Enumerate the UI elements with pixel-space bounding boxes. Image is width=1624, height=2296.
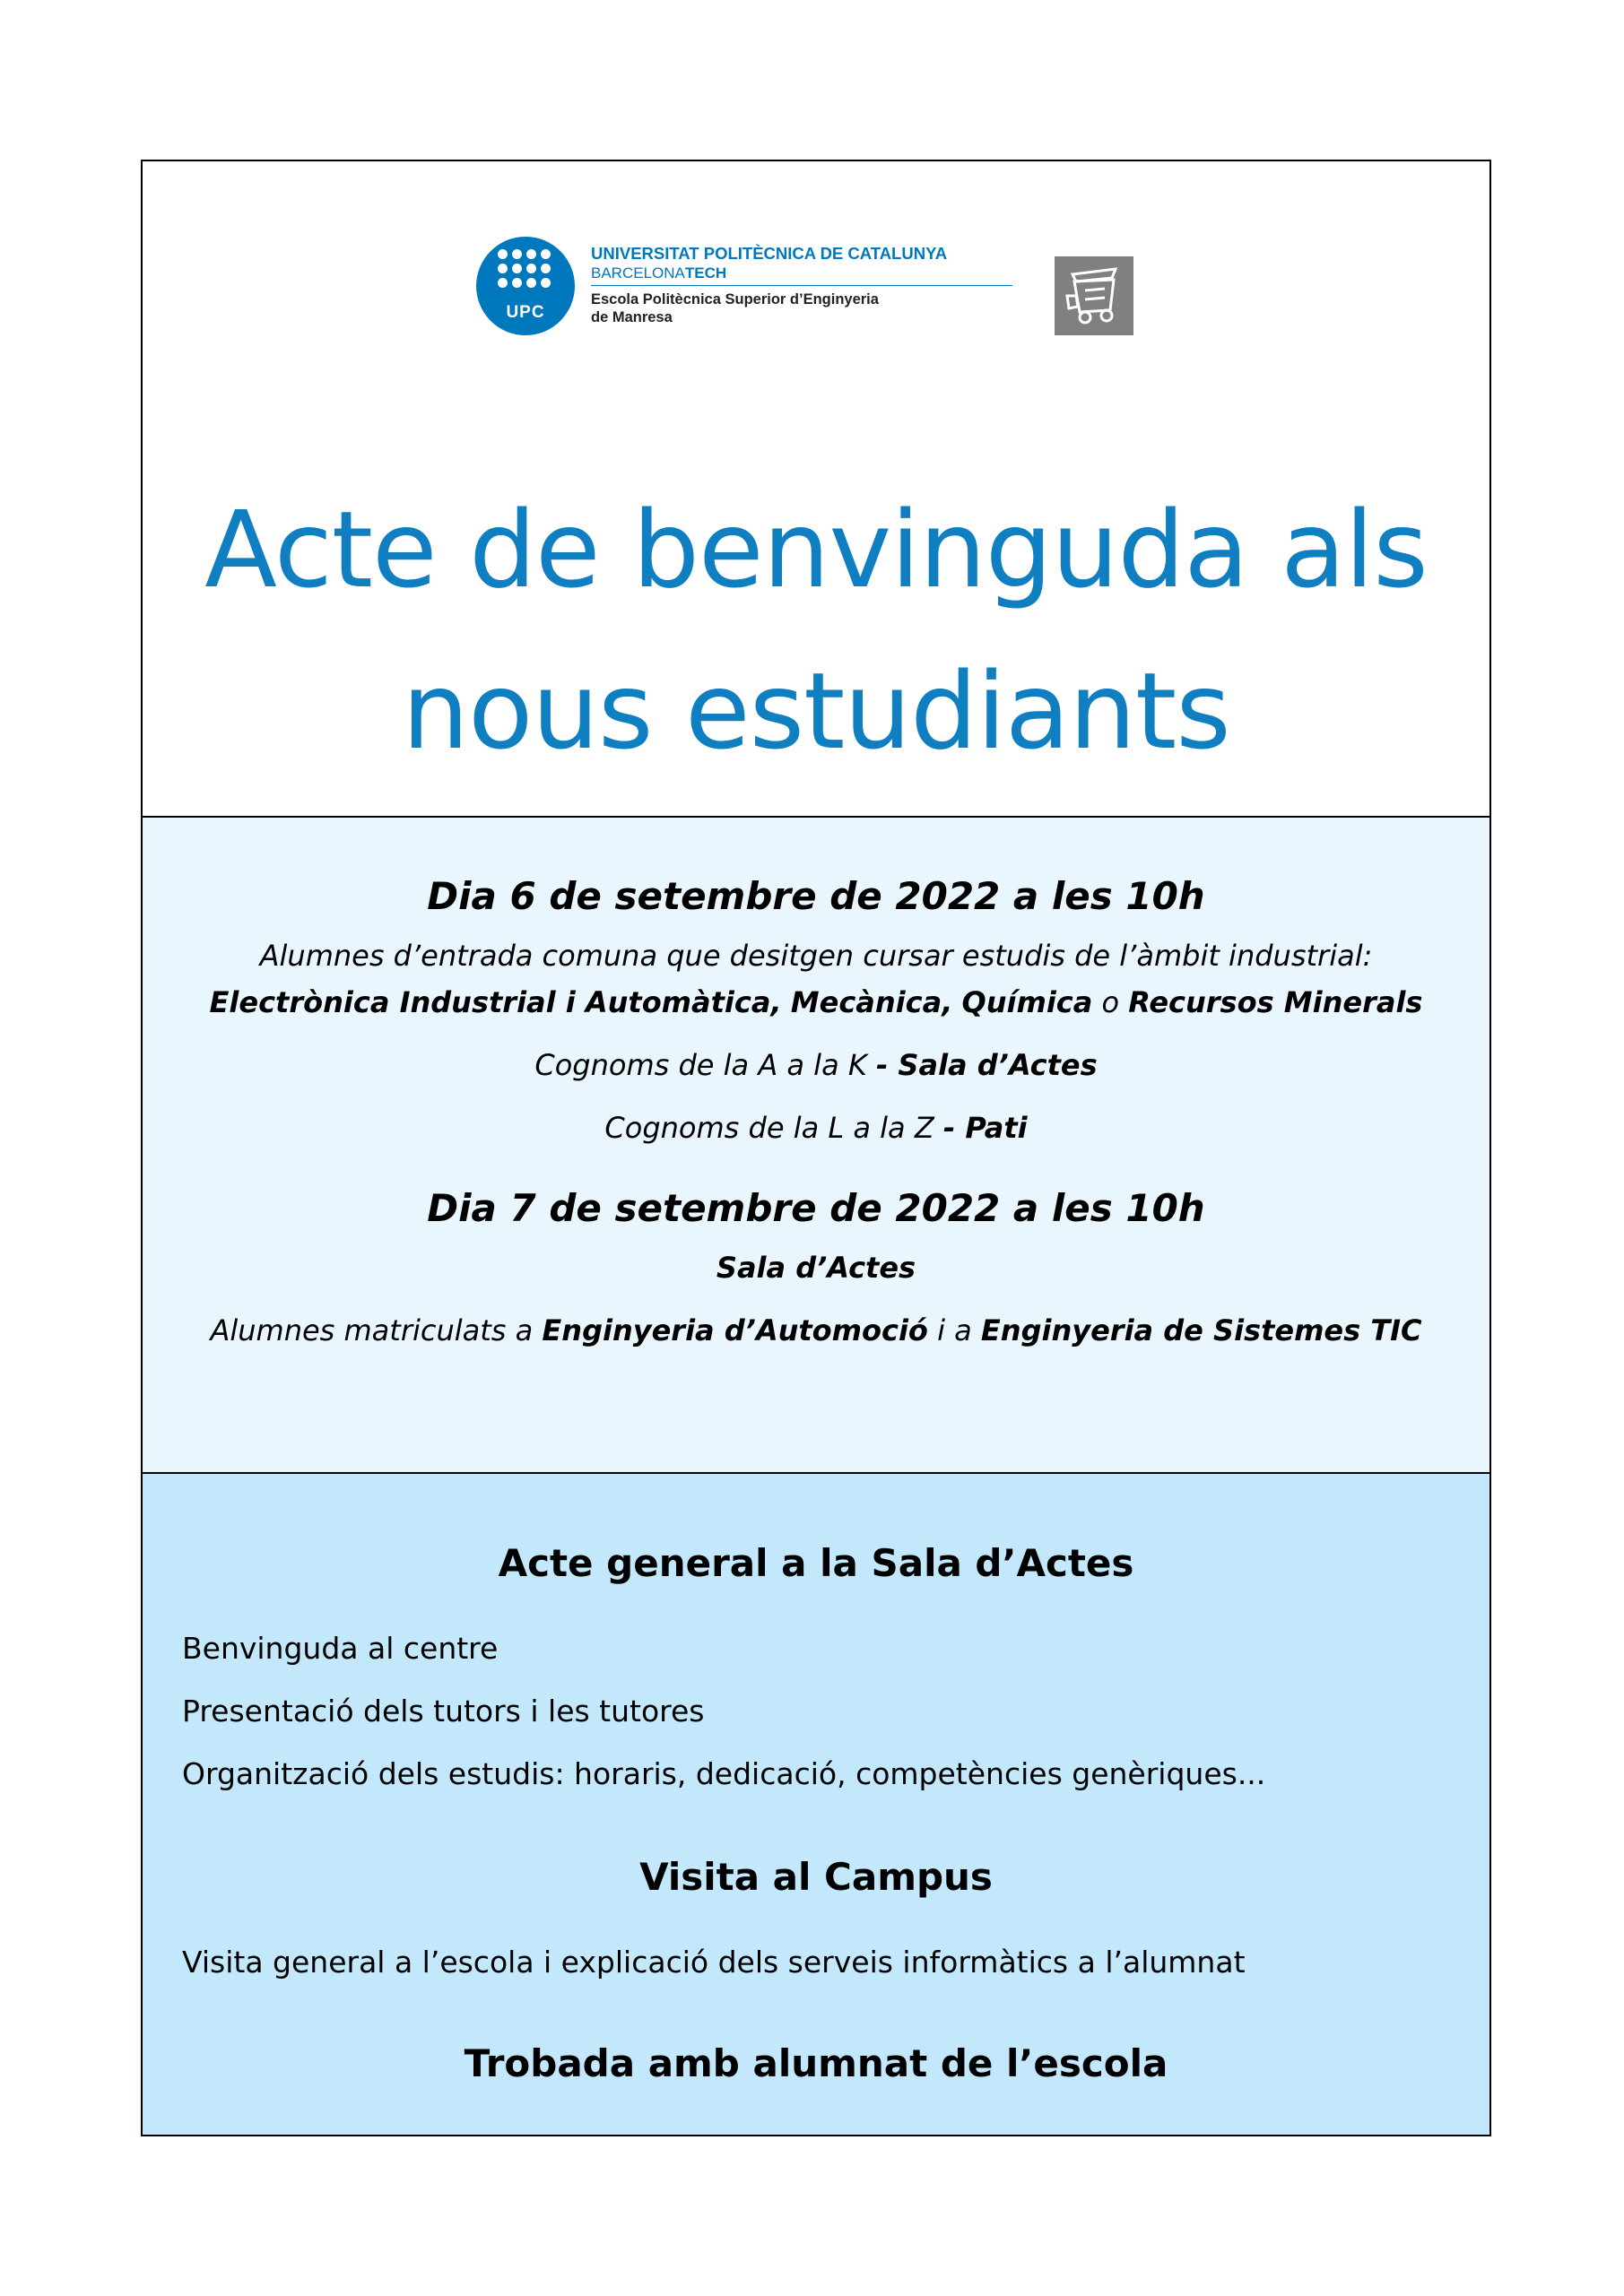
day2-heading: Dia 7 de setembre de 2022 a les 10h	[427, 1186, 1205, 1230]
day1-heading: Dia 6 de setembre de 2022 a les 10h	[427, 874, 1205, 918]
main-title-line2: nous estudiants	[402, 649, 1230, 773]
logo-divider	[591, 285, 1012, 286]
program-item-organization: Organització dels estudis: horaris, dedicació, competències genèriques...	[182, 1756, 1266, 1791]
program-item-welcome: Benvinguda al centre	[182, 1631, 499, 1666]
school-name-line1: Escola Politècnica Superior d’Enginyeria	[591, 291, 879, 308]
school-emblem-icon	[1055, 256, 1133, 335]
main-title-line1: Acte de benvinguda als	[204, 488, 1428, 611]
poster-frame	[141, 160, 1491, 2136]
university-name: UNIVERSITAT POLITÈCNICA DE CATALUNYA	[591, 244, 948, 263]
program-section	[143, 1474, 1489, 2135]
day2-students: Alumnes matriculats a Enginyeria d’Automoció i a Enginyeria de Sistemes TIC	[210, 1313, 1422, 1347]
day1-intro: Alumnes d’entrada comuna que desitgen cursar estudis de l’àmbit industrial:	[259, 939, 1373, 973]
school-name-line2: de Manresa	[591, 309, 673, 325]
upc-letters: UPC	[506, 303, 545, 322]
program-item-tutors: Presentació dels tutors i les tutores	[182, 1694, 705, 1728]
main-title	[143, 469, 1489, 792]
day2-place: Sala d’Actes	[716, 1251, 916, 1285]
dates-section	[143, 818, 1489, 1474]
campus-name: BARCELONATECH	[591, 264, 727, 282]
general-act-heading: Acte general a la Sala d’Actes	[498, 1541, 1134, 1585]
campus-visit-heading: Visita al Campus	[639, 1855, 993, 1899]
day1-group2: Cognoms de la L a la Z - Pati	[604, 1111, 1028, 1145]
day1-group1: Cognoms de la A a la K - Sala d’Actes	[534, 1048, 1098, 1082]
day1-degrees: Electrònica Industrial i Automàtica, Mecànica, Química o Recursos Minerals	[209, 985, 1423, 1019]
student-meeting-heading: Trobada amb alumnat de l’escola	[464, 2041, 1168, 2085]
program-item-visit: Visita general a l’escola i explicació dels serveis informàtics a l’alumnat	[182, 1945, 1246, 1980]
logo-text	[591, 244, 1012, 326]
upc-logo-icon	[476, 237, 575, 335]
header-section	[143, 161, 1489, 818]
